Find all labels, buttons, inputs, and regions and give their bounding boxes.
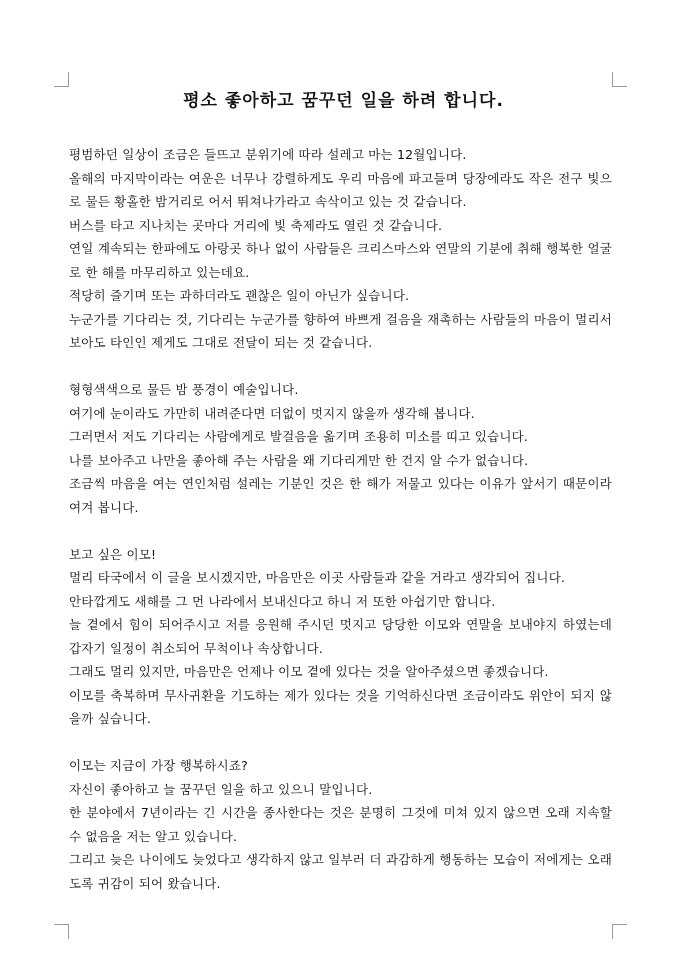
- body-line: 조금씩 마음을 여는 연인처럼 설레는 기분인 것은 한 해가 저물고 있다는 이유가 앞서기 때문이라 여겨 봅니다.: [69, 476, 612, 515]
- body-line: 형형색색으로 물든 밤 풍경이 예술입니다.: [69, 382, 299, 397]
- paragraph-spacer: [69, 519, 612, 543]
- body-line: 올해의 마지막이라는 여운은 너무나 강렬하게도 우리 마음에 파고들며 당장에라도 작은 전구 빛으로 물든 황홀한 밤거리로 어서 뛰쳐나가라고 속삭이고 있는 것 같습니다.: [69, 170, 612, 209]
- body-line: 이모를 축복하며 무사귀환을 기도하는 제가 있다는 것을 기억하신다면 조금이라도 위안이 되지 않을까 싶습니다.: [69, 687, 612, 726]
- body-line: 그러면서 저도 기다리는 사람에게로 발걸음을 옮기며 조용히 미소를 띠고 있습니다.: [69, 429, 529, 444]
- body-line: 안타깝게도 새해를 그 먼 나라에서 보내신다고 하니 저 또한 아쉽기만 합니다.: [69, 593, 496, 609]
- paragraph-spacer: [69, 355, 612, 379]
- body-line: 늘 곁에서 힘이 되어주시고 저를 응원해 주시던 멋지고 당당한 이모와 연말을 보내야지 하였는데 갑자기 일정이 취소되어 무척이나 속상합니다.: [69, 617, 612, 656]
- page-corner-mark-top-right: [612, 72, 627, 87]
- body-line: 보고 싶은 이모!: [69, 546, 157, 562]
- body-line: 누군가를 기다리는 것, 기다리는 누군가를 향하여 바쁘게 걸음을 재촉하는 사람들의 마음이 멀리서 보아도 타인인 제게도 그대로 전달이 되는 것 같습니다.: [69, 311, 612, 350]
- body-line: 한 분야에서 7년이라는 긴 시간을 종사한다는 것은 분명히 그것에 미쳐 있지 않으면 오래 지속할 수 없음을 저는 알고 있습니다.: [69, 805, 612, 844]
- paragraph-spacer: [69, 731, 612, 755]
- body-line: 멀리 타국에서 이 글을 보시겠지만, 마음만은 이곳 사람들과 같을 거라고 생각되어 집니다.: [69, 570, 566, 585]
- body-line: 적당히 즐기며 또는 과하더라도 괜찮은 일이 아닌가 싶습니다.: [69, 288, 410, 303]
- body-line: 여기에 눈이라도 가만히 내려준다면 더없이 멋지지 않을까 생각해 봅니다.: [69, 405, 475, 421]
- body-line: 나를 보아주고 나만을 좋아해 주는 사람을 왜 기다리게만 한 건지 알 수가 없습니다.: [69, 452, 529, 468]
- document-title: 평소 좋아하고 꿈꾸던 일을 하려 합니다.: [183, 91, 504, 111]
- body-line: 자신이 좋아하고 늘 꿈꾸던 일을 하고 있으니 말입니다.: [69, 781, 373, 797]
- body-line: 연일 계속되는 한파에도 아랑곳 하나 없이 사람들은 크리스마스와 연말의 기분에 취해 행복한 얼굴로 한 해를 마무리하고 있는데요.: [69, 241, 612, 280]
- body-line: 그래도 멀리 있지만, 마음만은 언제나 이모 곁에 있다는 것을 알아주셨으면 좋겠습니다.: [69, 664, 549, 679]
- body-line: 이모는 지금이 가장 행복하시죠?: [69, 758, 248, 773]
- page-corner-mark-top-left: [54, 72, 69, 87]
- body-line: 평범하던 일상이 조금은 들뜨고 분위기에 따라 설레고 마는 12월입니다.: [69, 147, 467, 162]
- body-line: 그리고 늦은 나이에도 늦었다고 생각하지 않고 일부러 더 과감하게 행동하는 모습이 저에게는 오래도록 귀감이 되어 왔습니다.: [69, 852, 612, 891]
- body-line: 버스를 타고 지나치는 곳마다 거리에 빛 축제라도 열린 것 같습니다.: [69, 217, 443, 233]
- page-corner-mark-bottom-left: [54, 924, 69, 939]
- page-corner-mark-bottom-right: [612, 924, 627, 939]
- document-body: [69, 143, 612, 895]
